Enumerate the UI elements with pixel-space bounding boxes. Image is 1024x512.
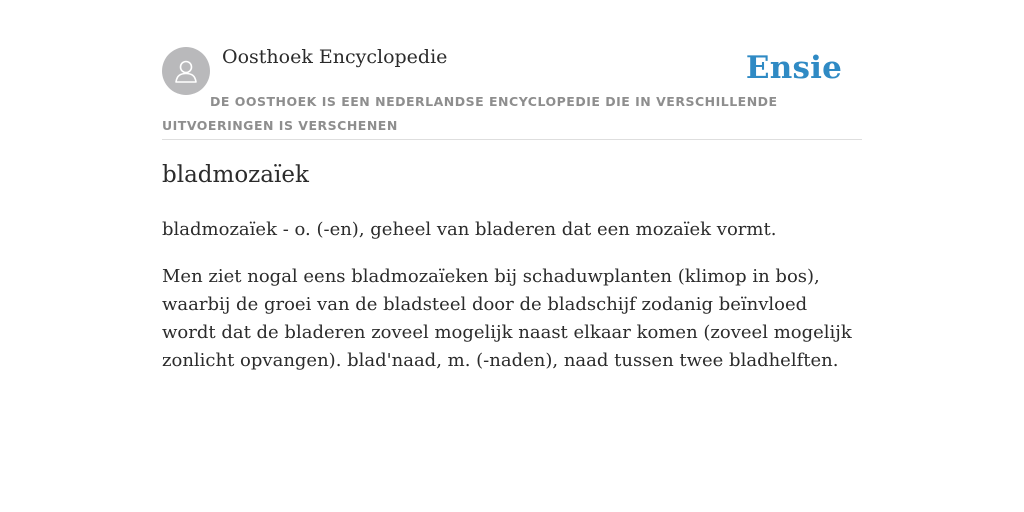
brand-logo[interactable]: Ensie [745,50,842,86]
entry-title: bladmozaïek [162,162,309,188]
site-title[interactable]: Oosthoek Encyclopedie [222,46,448,68]
entry-paragraph-2: Men ziet nogal eens bladmozaïeken bij schaduwplanten (klimop in bos), waarbij de groei van de bladsteel door de bladschijf zodanig beïnvloed wordt dat de bladeren zoveel mogelijk naast elkaar komen (zoveel mogelijk zonlicht opvangen). blad'naad, m. (-naden), naad tussen twee bladhelften. [162,266,852,371]
entry-paragraph-1: bladmozaïek - o. (-en), geheel van bladeren dat een mozaïek vormt. [162,219,777,240]
avatar[interactable] [162,47,210,95]
header [162,0,862,140]
site-tagline: DE OOSTHOEK IS EEN NEDERLANDSE ENCYCLOPEDIE DIE IN VERSCHILLENDE UITVOERINGEN IS VERSCHENEN [162,94,778,133]
page-container [162,0,862,371]
user-icon [171,56,201,86]
